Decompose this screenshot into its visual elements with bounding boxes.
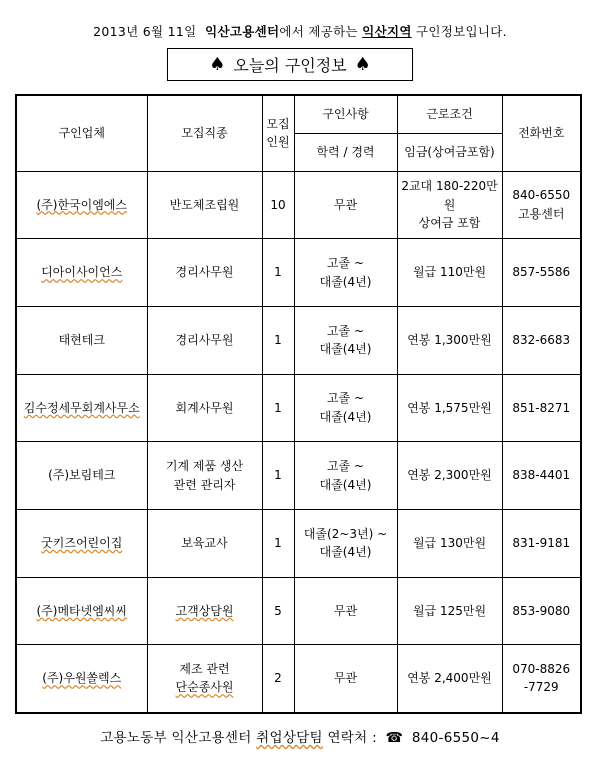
count-cell: 1 xyxy=(262,509,294,577)
page-title: 오늘의 구인정보 xyxy=(233,56,347,75)
education-cell-line: 대졸(4년) xyxy=(319,545,372,560)
company-cell xyxy=(16,171,147,239)
intro-line xyxy=(0,22,600,40)
job-cell-line: 기계 제품 생산 xyxy=(165,459,244,473)
education-cell xyxy=(294,509,397,577)
count-cell: 1 xyxy=(262,306,294,374)
education-cell xyxy=(294,645,397,713)
header-job: 모집직종 xyxy=(147,95,262,171)
header-count-line1: 모집 xyxy=(266,116,290,131)
job-cell xyxy=(147,509,262,577)
intro-mid: 에서 제공하는 xyxy=(279,24,358,39)
company-name: 굿키즈어린이집 xyxy=(41,535,123,550)
phone-cell xyxy=(502,577,581,645)
page-title-box xyxy=(167,48,413,81)
wage-cell-line: 연봉 2,400만원 xyxy=(407,671,492,686)
job-cell xyxy=(147,442,262,510)
intro-center: 익산고용센터 xyxy=(205,24,280,39)
company-name: (주)우원쏠렉스 xyxy=(42,671,122,686)
intro-region: 익산지역 xyxy=(362,24,412,39)
company-name: (주)한국이엠에스 xyxy=(36,197,127,212)
company-cell xyxy=(16,374,147,442)
phone-cell-line: 851-8271 xyxy=(512,400,571,415)
header-education: 학력 / 경력 xyxy=(294,133,397,171)
education-cell-line: 고졸 ~ xyxy=(326,391,365,406)
telephone-icon: ☎ xyxy=(385,730,404,746)
wage-cell xyxy=(397,442,502,510)
table-row xyxy=(16,374,581,442)
count-cell: 5 xyxy=(262,577,294,645)
wage-cell-line: 연봉 1,575만원 xyxy=(407,400,492,415)
wage-cell-line: 월급 125만원 xyxy=(412,603,487,618)
wage-cell xyxy=(397,509,502,577)
education-cell-line: 무관 xyxy=(333,603,358,618)
phone-cell-line: -7729 xyxy=(523,680,559,695)
wage-cell-line: 연봉 1,300만원 xyxy=(407,332,492,347)
table-row xyxy=(16,306,581,374)
wage-cell-line: 월급 110만원 xyxy=(412,265,487,280)
phone-cell xyxy=(502,509,581,577)
education-cell-line: 대졸(4년) xyxy=(319,342,372,357)
job-cell-line: 관련 관리자 xyxy=(173,477,236,492)
company-cell xyxy=(16,442,147,510)
spade-icon: ♠ xyxy=(354,54,371,75)
job-cell-line: 고객상담원 xyxy=(175,603,234,618)
education-cell xyxy=(294,239,397,307)
job-cell xyxy=(147,374,262,442)
company-cell xyxy=(16,577,147,645)
education-cell xyxy=(294,374,397,442)
footer-phone: 840-6550~4 xyxy=(411,730,500,746)
table-row xyxy=(16,509,581,577)
header-count xyxy=(262,95,294,171)
education-cell xyxy=(294,442,397,510)
company-cell xyxy=(16,645,147,713)
phone-cell-line: 838-4401 xyxy=(512,468,571,483)
phone-cell-line: 857-5586 xyxy=(512,265,571,280)
table-row xyxy=(16,239,581,307)
education-cell-line: 무관 xyxy=(333,671,358,686)
phone-cell xyxy=(502,374,581,442)
phone-cell xyxy=(502,645,581,713)
wage-cell xyxy=(397,239,502,307)
phone-cell-line: 832-6683 xyxy=(512,332,571,347)
job-cell xyxy=(147,171,262,239)
header-wage: 임금(상여금포함) xyxy=(397,133,502,171)
company-name: 김수정세무회계사무소 xyxy=(23,400,140,415)
job-cell-line: 단순종사원 xyxy=(175,680,234,695)
table-row xyxy=(16,645,581,713)
wage-cell-line: 월급 130만원 xyxy=(412,535,487,550)
job-cell-line: 제조 관련 xyxy=(179,661,230,676)
phone-cell xyxy=(502,442,581,510)
wage-cell xyxy=(397,374,502,442)
count-cell: 1 xyxy=(262,239,294,307)
education-cell xyxy=(294,171,397,239)
job-cell-line: 경리사무원 xyxy=(175,332,234,347)
table-row xyxy=(16,442,581,510)
job-listings-table xyxy=(15,94,582,714)
job-cell xyxy=(147,306,262,374)
table-row xyxy=(16,171,581,239)
phone-cell-line: 070-8826 xyxy=(512,661,571,676)
education-cell xyxy=(294,306,397,374)
company-cell xyxy=(16,239,147,307)
education-cell-line: 고졸 ~ xyxy=(326,323,365,338)
header-phone: 전화번호 xyxy=(502,95,581,171)
wage-cell-line: 연봉 2,300만원 xyxy=(407,468,492,483)
education-cell-line: 대졸(2~3년) ~ xyxy=(303,526,388,541)
header-company: 구인업체 xyxy=(16,95,147,171)
job-cell-line: 회계사무원 xyxy=(175,400,234,415)
count-cell: 1 xyxy=(262,374,294,442)
header-conditions: 근로조건 xyxy=(397,95,502,133)
phone-cell-line: 840-6550 xyxy=(512,188,571,203)
company-name: (주)보림테크 xyxy=(48,468,116,483)
job-cell xyxy=(147,645,262,713)
phone-cell xyxy=(502,171,581,239)
wage-cell-line: 상여금 포함 xyxy=(418,216,481,231)
education-cell-line: 대졸(4년) xyxy=(319,409,372,424)
intro-tail: 구인정보입니다. xyxy=(415,24,507,39)
wage-cell-line: 2교대 180-220만원 xyxy=(401,178,498,212)
company-name: 태현테크 xyxy=(58,332,105,347)
intro-date: 2013년 6월 11일 xyxy=(93,24,197,39)
wage-cell xyxy=(397,577,502,645)
company-name: (주)메타넷엠씨씨 xyxy=(36,603,127,618)
education-cell-line: 대졸(4년) xyxy=(319,274,372,289)
job-cell-line: 경리사무원 xyxy=(175,265,234,280)
phone-cell xyxy=(502,239,581,307)
wage-cell xyxy=(397,645,502,713)
education-cell-line: 대졸(4년) xyxy=(319,477,372,492)
phone-cell-line: 853-9080 xyxy=(512,603,571,618)
footer-contact xyxy=(0,726,600,746)
phone-cell xyxy=(502,306,581,374)
education-cell-line: 고졸 ~ xyxy=(326,255,365,270)
count-cell: 1 xyxy=(262,442,294,510)
count-cell: 10 xyxy=(262,171,294,239)
count-cell: 2 xyxy=(262,645,294,713)
spade-icon: ♠ xyxy=(209,54,226,75)
wage-cell xyxy=(397,171,502,239)
table-row xyxy=(16,577,581,645)
education-cell xyxy=(294,577,397,645)
job-cell xyxy=(147,577,262,645)
company-name: 디아이사이언스 xyxy=(41,265,123,280)
education-cell-line: 무관 xyxy=(333,197,358,212)
job-cell-line: 보육교사 xyxy=(181,535,228,550)
footer-label: 연락처 : xyxy=(327,730,377,746)
footer-team: 취업상담팀 xyxy=(256,730,323,746)
job-cell-line: 반도체조립원 xyxy=(169,197,240,212)
education-cell-line: 고졸 ~ xyxy=(326,459,365,473)
wage-cell xyxy=(397,306,502,374)
footer-org: 고용노동부 익산고용센터 xyxy=(100,730,252,746)
phone-cell-line: 831-9181 xyxy=(512,535,571,550)
phone-cell-line: 고용센터 xyxy=(518,206,565,221)
company-cell xyxy=(16,509,147,577)
job-cell xyxy=(147,239,262,307)
company-cell xyxy=(16,306,147,374)
header-requirements: 구인사항 xyxy=(294,95,397,133)
header-count-line2: 인원 xyxy=(266,135,290,150)
